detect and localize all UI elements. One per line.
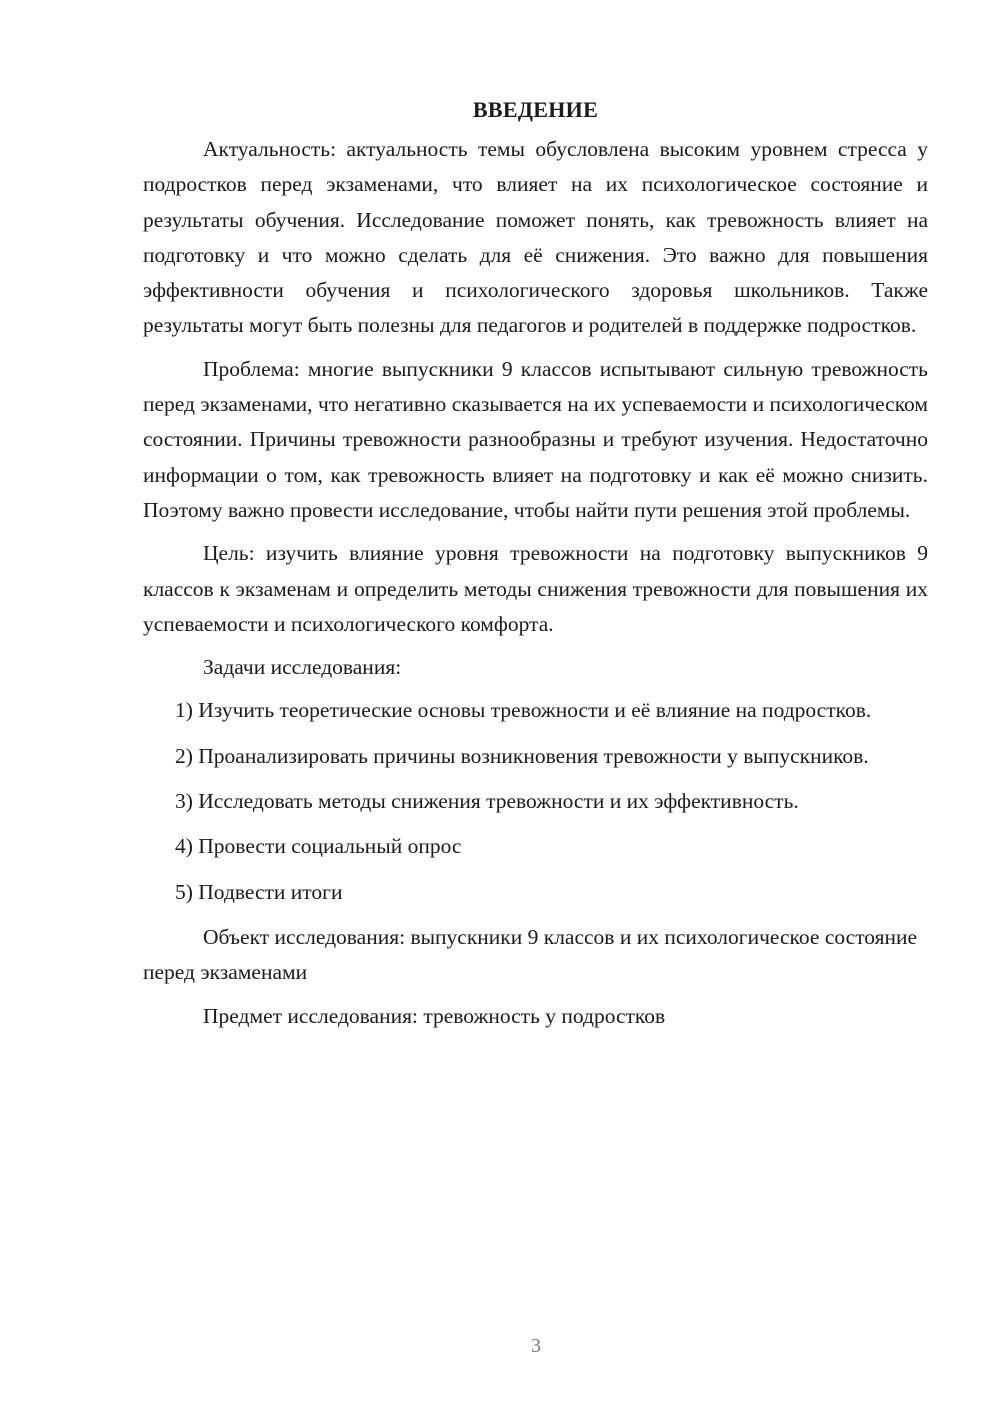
page-content [143,92,928,1034]
task-item-3: 3) Исследовать методы снижения тревожности и их эффективность. [175,789,799,814]
tasks-heading: Задачи исследования: [203,655,402,680]
research-object-paragraph: Объект исследования: выпускники 9 классов и их психологическое состояние перед экзаменами [143,924,918,985]
page-number: 3 [531,1335,541,1357]
section-title: ВВЕДЕНИЕ [472,97,599,122]
task-item-4: 4) Провести социальный опрос [175,834,462,859]
task-item-1: 1) Изучить теоретические основы тревожности и её влияние на подростков. [175,698,872,723]
task-item-2: 2) Проанализировать причины возникновения тревожности у выпускников. [175,743,869,768]
task-item-5: 5) Подвести итоги [175,879,343,904]
research-subject-paragraph: Предмет исследования: тревожность у подростков [203,1003,666,1028]
goal-paragraph: Цель: изучить влияние уровня тревожности на подготовку выпускников 9 классов к экзаменам и определить методы снижения тревожности для повышения их успеваемости и психологического комфорта. [143,541,928,636]
relevance-paragraph: Актуальность: актуальность темы обусловлена высоким уровнем стресса у подростков перед экзаменами, что влияет на их психологическое состояние и результаты обучения. Исследование поможет понять, как тревожность влияет на подготовку и что можно сделать для её снижения. Это важно для повышения эффективности обучения и психологического здоровья школьников. Также результаты могут быть полезны для педагогов и родителей в поддержке подростков. [143,137,928,338]
problem-paragraph: Проблема: многие выпускники 9 классов испытывают сильную тревожность перед экзаменами, что негативно сказывается на их успеваемости и психологическом состоянии. Причины тревожности разнообразны и требуют изучения. Недостаточно информации о том, как тревожность влияет на подготовку и как её можно снизить. Поэтому важно провести исследование, чтобы найти пути решения этой проблемы. [143,356,928,522]
